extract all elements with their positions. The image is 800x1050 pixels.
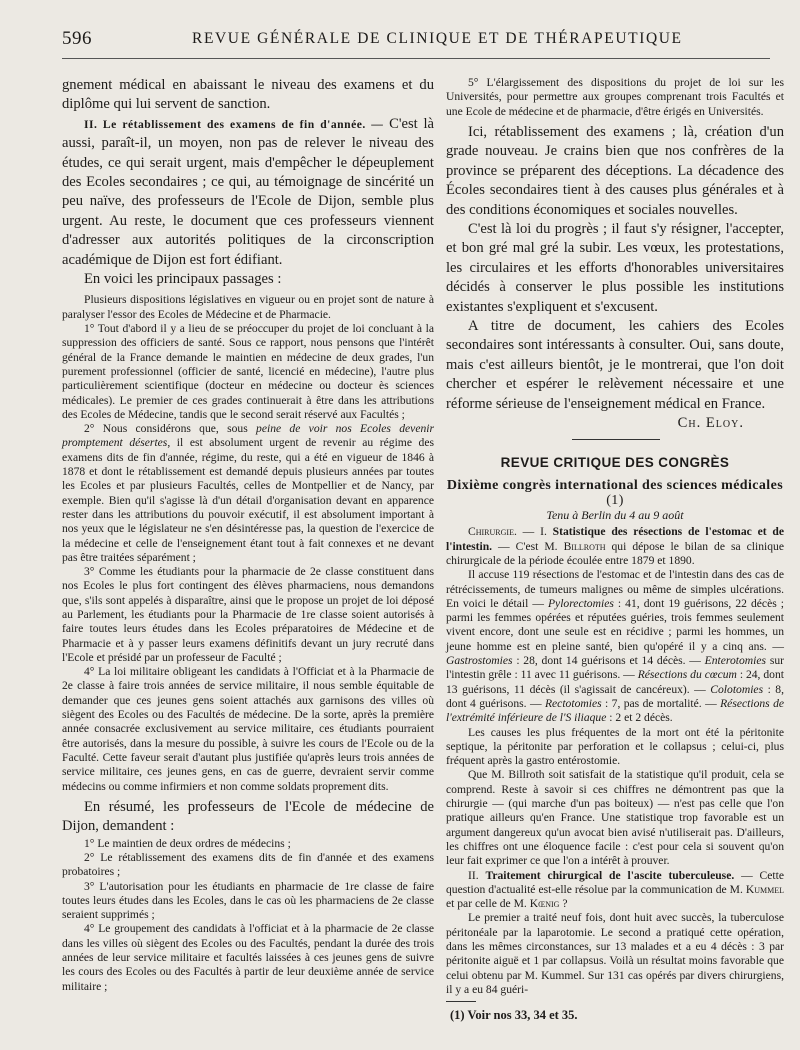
text-run: II. <box>468 868 486 882</box>
author-signature: Ch. Eloy. <box>677 414 744 431</box>
running-title: REVUE GÉNÉRALE DE CLINIQUE ET DE THÉRAPEUTIQUE <box>192 30 683 47</box>
italic-run: Résections de l'extrémité inférieure de l'S iliaque <box>446 696 785 725</box>
article-subtitle: Tenu à Berlin du 4 au 9 août <box>546 508 684 523</box>
quote-paragraph: 4° La loi militaire obligeant les candidats à l'Officiat et à la Pharmacie de 2e classe à faire trois années de service militaire, il nous semble équitable de demander que ces jeunes gens soient attachés aux garnisons des villes où siègent des Ecoles ou des Facultés de médecine. De la sorte, après la première année consacrée exclusivement au service militaire, ces étudiants pourraient être autorisés, dans la mesure du possible, à suivre les cours de l'Ecole ou de la Faculté. Cette faveur serait d'autant plus justifiée qu'après leurs trois années de service militaire, ces jeunes gens, en cas de guerre, devraient servir comme médecins ou comme infirmiers et non comme soldats proprement dits. <box>62 665 434 793</box>
text-run: Chirurgie. — I. <box>468 525 553 539</box>
text-run: — Cette question d'actualité est-elle résolue par la communication de M. <box>446 868 784 896</box>
text-run: et par celle de M. <box>446 897 530 911</box>
paragraph: Ici, rétablissement des examens ; là, création d'un grade nouveau. Je crains bien que nos confrères de la province se préparent des déceptions. La décadence des Écoles secondaires tient à des causes plus générales et à des conditions économiques et sociales nouvelles. <box>446 123 784 218</box>
header-rule <box>62 58 770 59</box>
text-run: : 8, dont 4 guérisons. — <box>446 682 785 710</box>
paragraph-text: C'est là aussi, paraît-il, un moyen, non pas de relever le niveau des études, ce qui serait urgent, mais d'empêcher le dépeuplement des Ecoles secondaires ; ce qui, au témoignage de sincérité un peu naïve, des professeurs de l'Ecole de Dijon, semble plus urgent. Au reste, le document que ces professeurs viennent d'adresser aux autorités politiques de la circonscription académique de Dijon est fort édifiant. <box>62 115 434 268</box>
list-item: 1° Le maintien de deux ordres de médecins ; <box>84 836 291 850</box>
subsection-heading: II. Le rétablissement des examens de fin d'année. — <box>84 117 384 131</box>
paragraph: Le premier a traité neuf fois, dont huit avec succès, la tuberculose péritonéale par la laparotomie. Le second a pratiqué cette opération, dans les mêmes circonstances, sur 13 malades et a eu 4 décès : 3 par péritonite aiguë et 1 par collapsus. Voilà un résultat moins favorable que celui obtenu par M. Kummel. Sur 131 cas opérés par divers chirurgiens, il y a eu 84 guéri- <box>446 911 784 996</box>
page-header <box>62 28 772 54</box>
text-run: : 7, pas de mortalité. — <box>601 696 721 710</box>
article-title <box>446 478 784 508</box>
paragraph: Les causes les plus fréquentes de la mort ont été la péritonite septique, la péritonite par perforation et le collapsus ; celui-ci, plus fréquent après la gastro entérostomie. <box>446 725 784 768</box>
italic-run: Rectotomies <box>544 696 602 710</box>
paragraph: En résumé, les professeurs de l'Ecole de médecine de Dijon, demandent : <box>62 798 434 835</box>
quote-paragraph: Plusieurs dispositions législatives en vigueur ou en projet sont de nature à paralyser l'essor des Ecoles de Médecine et de Pharmacie. <box>62 293 434 321</box>
right-column <box>444 76 784 1023</box>
italic-run: peine de voir nos Ecoles devenir promptement désertes <box>62 422 434 450</box>
quote-paragraph: 3° Comme les étudiants pour la pharmacie de 2e classe constituent dans nos Ecoles le plus fort contingent des élèves pharmaciens, nous demandons que, s'ils sont appelés à disparaître, ainsi que le propose un projet de loi déposé au Parlement, les étudiants pour la Pharmacie de 1re classe soient autorisés à faire toutes leurs études dans les Ecoles préparatoires de Médecine et de Pharmacie et à y passer leurs examens définitifs devant un jury recruté dans l'Ecole et présidé par un professeur de Faculté ; <box>62 565 434 664</box>
text-run: 2° Nous considérons que, sous <box>84 422 257 436</box>
text-run: : 24, dont 13 guérisons, 11 décès (il s'agissait de cancéreux). — <box>446 668 784 696</box>
name-run: Kœnig <box>529 897 560 911</box>
footnote-rule <box>446 1001 476 1002</box>
section-heading: REVUE CRITIQUE DES CONGRÈS <box>500 455 730 471</box>
paragraph <box>446 568 784 725</box>
text-run: sur l'intestin grêle : 11 avec 11 guérisons. — <box>446 654 784 682</box>
text-run: — C'est M. <box>492 539 564 553</box>
paragraph <box>62 115 434 270</box>
paragraph: gnement médical en abaissant le niveau des examens et du diplôme qui lui servent de sanction. <box>62 77 434 113</box>
name-run: Kummel <box>745 882 784 896</box>
paragraph <box>446 525 784 568</box>
list-item: 5° L'élargissement des dispositions du projet de loi sur les Universités, pour permettre aux groupes comprenant trois Facultés et une Ecole de médecine et de pharmacie, d'être érigés en Universités. <box>446 76 784 118</box>
bold-run: Traitement chirurgical de l'ascite tuberculeuse. <box>485 868 735 882</box>
title-text: Dixième congrès international des sciences médicales <box>446 478 784 494</box>
quote-paragraph <box>62 422 434 565</box>
text-run: : 2 et 2 décès. <box>606 711 673 725</box>
text-run: : 41, dont 19 guérisons, 22 décès ; parmi les femmes opérées et réputées guéries, trois femmes seulement vivent encore, dont une seule est en récidive ; parmi les hommes, un jeune homme est en pleine santé, bien qu'opéré il y a cinq ans. — <box>446 596 784 653</box>
text-run: qui dépose le bilan de sa clinique chirurgicale de la période écoulée entre 1879 et 1890. <box>446 539 784 567</box>
left-column <box>62 76 434 994</box>
paragraph: A titre de document, les cahiers des Ecoles secondaires sont intéressants à consulter. Oui, sans doute, mais c'est ailleurs bientôt, je le montrerai, que l'on doit chercher et espérer le relèvement nécessaire et une réforme sérieuse de l'enseignement médical en France. <box>446 317 784 412</box>
paragraph: Que M. Billroth soit satisfait de la statistique qu'il produit, cela se comprend. Reste à savoir si ces chiffres ne démontrent pas que la chirurgie — (qui marche d'un pas boiteux) — n'est pas celle que l'on pratique ailleurs qu'en France. Une statistique trop favorable est un argument dangereux qu'un avocat bien avisé n'utiliserait pas. D'ailleurs, les chiffres ont une éloquence facile : c'est pour cela si souvent qu'on leur fait exprimer ce que l'on a intérêt à prouver. <box>446 768 784 868</box>
section-divider <box>446 433 784 447</box>
paragraph: C'est là loi du progrès ; il faut s'y résigner, l'accepter, et bon gré mal gré la subir. Les vœux, les protestations, les circulaires et les efforts d'honorables universitaires décidés à conserver le plus possible les institutions existantes s'expliquent et s'excusent. <box>446 220 784 315</box>
name-run: Billroth <box>563 539 606 553</box>
italic-run: Résections du cœcum <box>637 668 737 682</box>
quote-paragraph: 1° Tout d'abord il y a lieu de se préoccuper du projet de loi concluant à la suppression des officiers de santé. Sous ce rapport, nous pensons que l'intérêt général de la France demande le maintien en médecine de deux grades, l'un purement professionnel (officier de santé, licencié en médecine), l'autre plus particulièrement scientifique (docteur en médecine ou docteur ès sciences médicales). Le premier de ces grades continuerait à être dans les attributions des Ecoles de Médecine, tandis que le second serait réservé aux Facultés ; <box>62 322 434 421</box>
paragraph <box>446 869 784 912</box>
italic-run: Pylorectomies <box>547 596 614 610</box>
list-item: 2° Le rétablissement des examens dits de fin d'année et des examens probatoires ; <box>62 850 434 879</box>
list-item: 3° L'autorisation pour les étudiants en pharmacie de 1re classe de faire toutes leurs études dans les Ecoles, dans le cas où les pharmaciens de 2e classe seraient supprimés ; <box>62 879 434 922</box>
bold-run: Statistique des résections de l'estomac et de l'intestin. <box>446 525 784 553</box>
text-run: , il est absolument urgent de revenir au régime des examens dits de fin d'année, régime, du reste, qui a été en vigueur de 1846 à 1878 et dont le rétablissement est demandé depuis plusieurs années par toutes les Ecoles et par plusieurs Facultés, celles de Montpellier et de Nancy, par exemple. Bien qu'il s'agisse là d'un détail d'organisation devant en apparence rester dans les attributions du pouvoir exécutif, il est absolument important à nos yeux que le législateur ne s'en désintéresse pas, la question de l'exercice de la médecine et celle de l'enseignement étant tout à fait connexes et ne devant pas être traitées séparément ; <box>62 436 434 564</box>
paragraph: En voici les principaux passages : <box>84 271 282 288</box>
text-run: ? <box>559 897 568 911</box>
text-run: : 28, dont 14 guérisons et 14 décès. — <box>512 654 705 668</box>
footnote: (1) Voir nos 33, 34 et 35. <box>450 1008 578 1023</box>
list-item: 4° Le groupement des candidats à l'officiat et à la pharmacie de 2e classe dans les villes où siègent des Ecoles ou des Facultés, pendant la durée des trois années de leur service militaire et facultés laissées à ces jeunes gens de suivre les cours des Ecoles ou des Facultés à partir de leur deuxième année de service militaire ; <box>62 922 434 993</box>
page-number: 596 <box>62 28 92 49</box>
italic-run: Colotomies <box>710 682 764 696</box>
italic-run: Gastrostomies <box>446 654 513 668</box>
italic-run: Enterotomies <box>704 654 767 668</box>
footnote-ref: (1) <box>606 493 624 509</box>
text-run: Il accuse 119 résections de l'estomac et de l'intestin dans des cas de rétrécissements, de tumeurs malignes ou même de simples ulcérations. En voici le détail — <box>446 568 784 610</box>
